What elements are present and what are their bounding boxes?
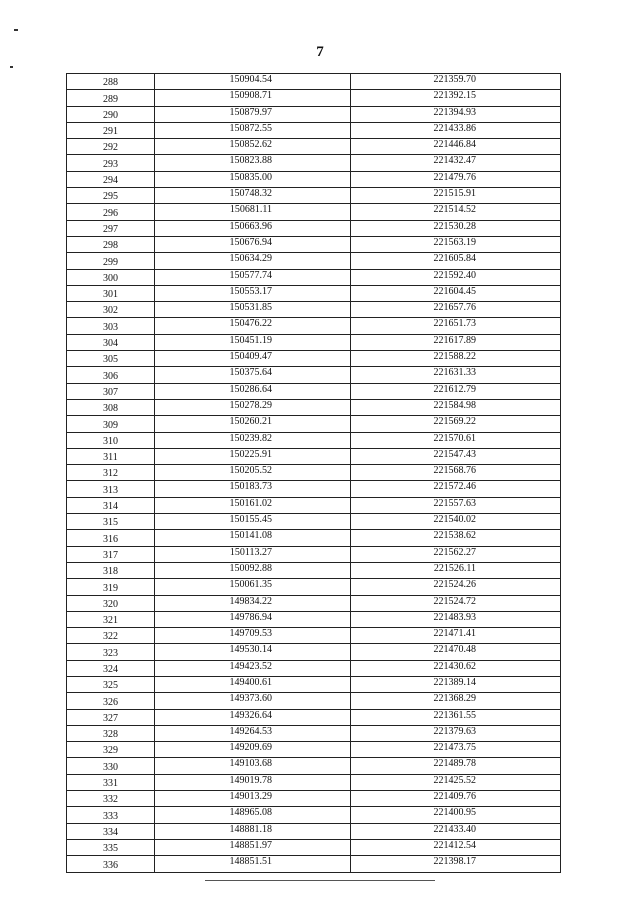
x-coordinate-cell: 150852.62 [155,139,351,155]
y-coordinate-cell: 221470.48 [351,644,561,660]
scan-mark-top-left [14,29,18,31]
table-row [67,236,561,252]
table-row [67,611,561,627]
table-row [67,530,561,546]
point-number-cell: 303 [67,318,155,334]
y-coordinate-cell: 221547.43 [351,448,561,464]
y-coordinate-cell: 221471.41 [351,628,561,644]
x-coordinate-cell: 150409.47 [155,351,351,367]
point-number-cell: 307 [67,383,155,399]
x-coordinate-cell: 150681.11 [155,204,351,220]
table-row [67,269,561,285]
point-number-cell: 308 [67,399,155,415]
table-row [67,546,561,562]
x-coordinate-cell: 149013.29 [155,791,351,807]
table-row [67,399,561,415]
point-number-cell: 325 [67,676,155,692]
point-number-cell: 290 [67,106,155,122]
y-coordinate-cell: 221526.11 [351,562,561,578]
y-coordinate-cell: 221657.76 [351,302,561,318]
point-number-cell: 305 [67,351,155,367]
x-coordinate-cell: 150879.97 [155,106,351,122]
y-coordinate-cell: 221473.75 [351,742,561,758]
y-coordinate-cell: 221651.73 [351,318,561,334]
x-coordinate-cell: 149209.69 [155,742,351,758]
y-coordinate-cell: 221359.70 [351,74,561,90]
table-row [67,709,561,725]
y-coordinate-cell: 221530.28 [351,220,561,236]
x-coordinate-cell: 150205.52 [155,465,351,481]
y-coordinate-cell: 221540.02 [351,514,561,530]
x-coordinate-cell: 150577.74 [155,269,351,285]
point-number-cell: 300 [67,269,155,285]
point-number-cell: 304 [67,334,155,350]
point-number-cell: 302 [67,302,155,318]
x-coordinate-cell: 150634.29 [155,253,351,269]
page-number: 7 [316,44,324,60]
y-coordinate-cell: 221433.86 [351,122,561,138]
table-row [67,220,561,236]
table-row [67,351,561,367]
x-coordinate-cell: 150451.19 [155,334,351,350]
point-number-cell: 297 [67,220,155,236]
table-row [67,74,561,90]
point-number-cell: 323 [67,644,155,660]
y-coordinate-cell: 221361.55 [351,709,561,725]
table-row [67,807,561,823]
y-coordinate-cell: 221572.46 [351,481,561,497]
point-number-cell: 306 [67,367,155,383]
table-row [67,644,561,660]
x-coordinate-cell: 149786.94 [155,611,351,627]
x-coordinate-cell: 148881.18 [155,823,351,839]
x-coordinate-cell: 150278.29 [155,399,351,415]
y-coordinate-cell: 221446.84 [351,139,561,155]
y-coordinate-cell: 221524.26 [351,579,561,595]
point-number-cell: 333 [67,807,155,823]
y-coordinate-cell: 221368.29 [351,693,561,709]
y-coordinate-cell: 221538.62 [351,530,561,546]
table-row [67,791,561,807]
x-coordinate-cell: 150061.35 [155,579,351,595]
x-coordinate-cell: 150239.82 [155,432,351,448]
table-row [67,285,561,301]
table-row [67,693,561,709]
y-coordinate-cell: 221515.91 [351,188,561,204]
x-coordinate-cell: 150225.91 [155,448,351,464]
x-coordinate-cell: 149423.52 [155,660,351,676]
x-coordinate-cell: 149103.68 [155,758,351,774]
table-row [67,318,561,334]
table-row [67,253,561,269]
y-coordinate-cell: 221400.95 [351,807,561,823]
x-coordinate-cell: 150141.08 [155,530,351,546]
table-row [67,481,561,497]
y-coordinate-cell: 221588.22 [351,351,561,367]
table-row [67,839,561,855]
x-coordinate-cell: 150260.21 [155,416,351,432]
table-row [67,725,561,741]
y-coordinate-cell: 221489.78 [351,758,561,774]
table-row [67,122,561,138]
y-coordinate-cell: 221398.17 [351,856,561,872]
x-coordinate-cell: 148965.08 [155,807,351,823]
x-coordinate-cell: 150748.32 [155,188,351,204]
point-number-cell: 309 [67,416,155,432]
point-number-cell: 288 [67,74,155,90]
x-coordinate-cell: 150375.64 [155,367,351,383]
point-number-cell: 324 [67,660,155,676]
point-number-cell: 335 [67,839,155,855]
x-coordinate-cell: 150161.02 [155,497,351,513]
table-row [67,367,561,383]
point-number-cell: 296 [67,204,155,220]
table-row [67,856,561,872]
scan-mark-left [10,66,13,68]
table-row [67,676,561,692]
x-coordinate-cell: 149709.53 [155,628,351,644]
point-number-cell: 298 [67,236,155,252]
x-coordinate-cell: 149530.14 [155,644,351,660]
table-row [67,334,561,350]
point-number-cell: 295 [67,188,155,204]
point-number-cell: 315 [67,514,155,530]
y-coordinate-cell: 221557.63 [351,497,561,513]
x-coordinate-cell: 149019.78 [155,774,351,790]
point-number-cell: 317 [67,546,155,562]
point-number-cell: 316 [67,530,155,546]
x-coordinate-cell: 149400.61 [155,676,351,692]
table-row [67,774,561,790]
table-row [67,465,561,481]
point-number-cell: 313 [67,481,155,497]
point-number-cell: 299 [67,253,155,269]
page-bottom-rule [205,880,435,881]
point-number-cell: 292 [67,139,155,155]
table-row [67,90,561,106]
table-row [67,416,561,432]
table-row [67,432,561,448]
point-number-cell: 336 [67,856,155,872]
y-coordinate-cell: 221612.79 [351,383,561,399]
x-coordinate-cell: 150835.00 [155,171,351,187]
point-number-cell: 311 [67,448,155,464]
point-number-cell: 289 [67,90,155,106]
x-coordinate-cell: 150908.71 [155,90,351,106]
table-row [67,758,561,774]
point-number-cell: 328 [67,725,155,741]
table-row [67,155,561,171]
point-number-cell: 310 [67,432,155,448]
y-coordinate-cell: 221432.47 [351,155,561,171]
x-coordinate-cell: 150823.88 [155,155,351,171]
y-coordinate-cell: 221569.22 [351,416,561,432]
x-coordinate-cell: 150872.55 [155,122,351,138]
table-row [67,628,561,644]
table-row [67,742,561,758]
y-coordinate-cell: 221514.52 [351,204,561,220]
x-coordinate-cell: 150092.88 [155,562,351,578]
point-number-cell: 332 [67,791,155,807]
table-row [67,448,561,464]
point-number-cell: 312 [67,465,155,481]
point-number-cell: 318 [67,562,155,578]
point-number-cell: 301 [67,285,155,301]
table-row [67,188,561,204]
y-coordinate-cell: 221631.33 [351,367,561,383]
table-row [67,106,561,122]
point-number-cell: 330 [67,758,155,774]
y-coordinate-cell: 221617.89 [351,334,561,350]
table-row [67,139,561,155]
x-coordinate-cell: 150531.85 [155,302,351,318]
y-coordinate-cell: 221483.93 [351,611,561,627]
y-coordinate-cell: 221394.93 [351,106,561,122]
x-coordinate-cell: 150904.54 [155,74,351,90]
point-number-cell: 327 [67,709,155,725]
table-row [67,823,561,839]
point-number-cell: 334 [67,823,155,839]
y-coordinate-cell: 221592.40 [351,269,561,285]
y-coordinate-cell: 221570.61 [351,432,561,448]
y-coordinate-cell: 221412.54 [351,839,561,855]
coordinates-table-body [67,74,561,873]
y-coordinate-cell: 221563.19 [351,236,561,252]
x-coordinate-cell: 150476.22 [155,318,351,334]
point-number-cell: 320 [67,595,155,611]
table-row [67,562,561,578]
y-coordinate-cell: 221392.15 [351,90,561,106]
table-row [67,204,561,220]
table-row [67,579,561,595]
y-coordinate-cell: 221479.76 [351,171,561,187]
table-row [67,497,561,513]
y-coordinate-cell: 221379.63 [351,725,561,741]
x-coordinate-cell: 149264.53 [155,725,351,741]
point-number-cell: 322 [67,628,155,644]
point-number-cell: 314 [67,497,155,513]
y-coordinate-cell: 221430.62 [351,660,561,676]
y-coordinate-cell: 221604.45 [351,285,561,301]
y-coordinate-cell: 221605.84 [351,253,561,269]
x-coordinate-cell: 150183.73 [155,481,351,497]
table-row [67,514,561,530]
x-coordinate-cell: 148851.51 [155,856,351,872]
point-number-cell: 329 [67,742,155,758]
x-coordinate-cell: 150286.64 [155,383,351,399]
table-row [67,302,561,318]
x-coordinate-cell: 149834.22 [155,595,351,611]
point-number-cell: 291 [67,122,155,138]
x-coordinate-cell: 149326.64 [155,709,351,725]
table-row [67,383,561,399]
coordinates-table [66,73,561,873]
x-coordinate-cell: 150113.27 [155,546,351,562]
table-row [67,595,561,611]
x-coordinate-cell: 148851.97 [155,839,351,855]
point-number-cell: 294 [67,171,155,187]
point-number-cell: 331 [67,774,155,790]
x-coordinate-cell: 150155.45 [155,514,351,530]
point-number-cell: 326 [67,693,155,709]
y-coordinate-cell: 221409.76 [351,791,561,807]
x-coordinate-cell: 150553.17 [155,285,351,301]
y-coordinate-cell: 221433.40 [351,823,561,839]
point-number-cell: 293 [67,155,155,171]
table-row [67,660,561,676]
x-coordinate-cell: 150676.94 [155,236,351,252]
table-row [67,171,561,187]
x-coordinate-cell: 149373.60 [155,693,351,709]
y-coordinate-cell: 221562.27 [351,546,561,562]
y-coordinate-cell: 221425.52 [351,774,561,790]
y-coordinate-cell: 221584.98 [351,399,561,415]
point-number-cell: 319 [67,579,155,595]
y-coordinate-cell: 221568.76 [351,465,561,481]
x-coordinate-cell: 150663.96 [155,220,351,236]
point-number-cell: 321 [67,611,155,627]
y-coordinate-cell: 221524.72 [351,595,561,611]
y-coordinate-cell: 221389.14 [351,676,561,692]
